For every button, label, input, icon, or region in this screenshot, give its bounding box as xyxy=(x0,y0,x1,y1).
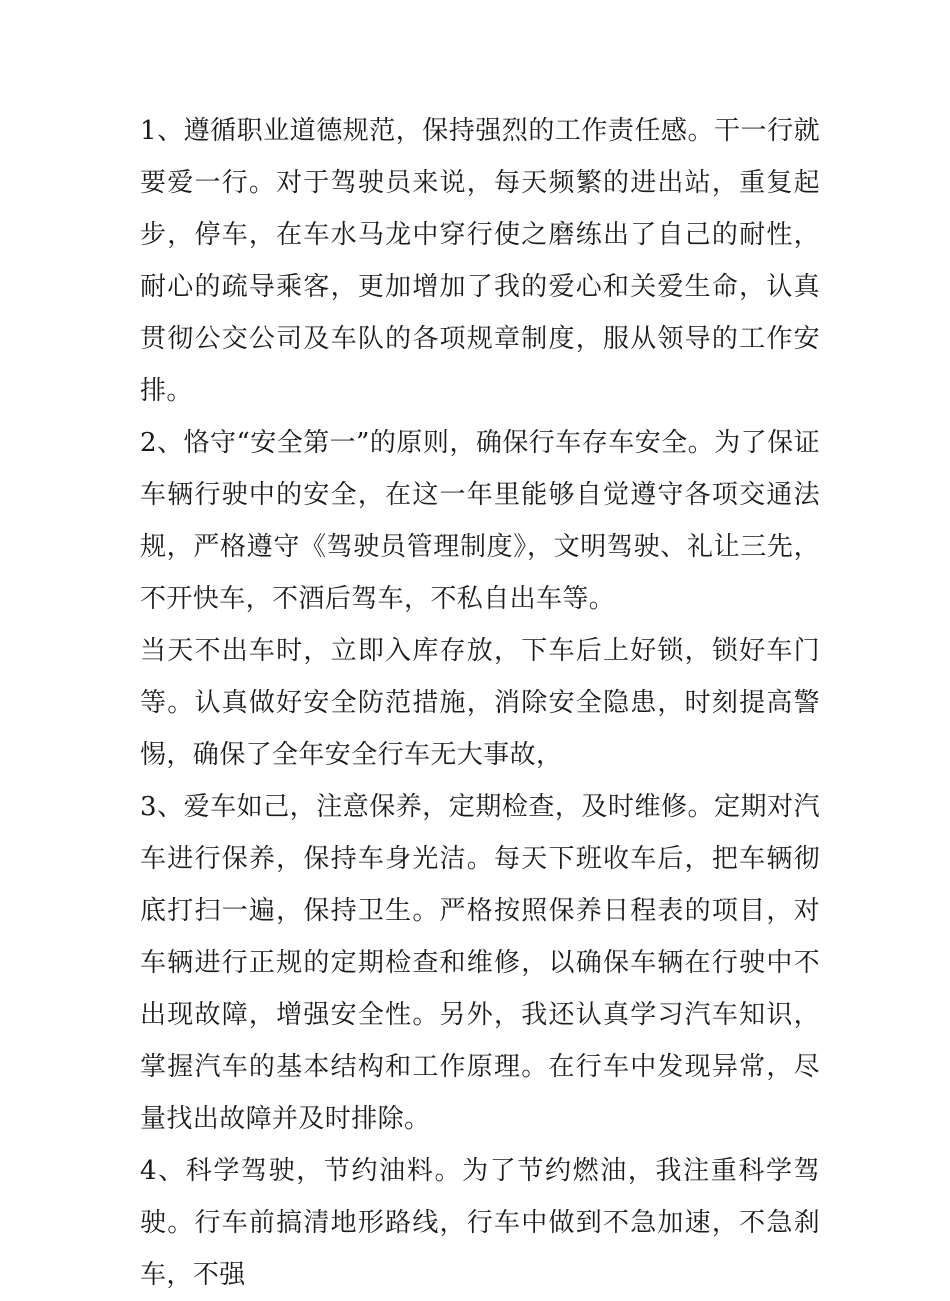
paragraph-4-fuel: 4、科学驾驶，节约油料。为了节约燃油，我注重科学驾驶。行车前搞清地形路线，行车中做到不急加速，不急刹车，不强 xyxy=(140,1156,820,1290)
document-body xyxy=(140,105,820,1301)
paragraph-3-maintenance: 3、爱车如己，注意保养，定期检查，及时维修。定期对汽车进行保养，保持车身光洁。每天下班收车后，把车辆彻底打扫一遍，保持卫生。严格按照保养日程表的项目，对车辆进行正规的定期检查和维修，以确保车辆在行驶中不出现故障，增强安全性。另外，我还认真学习汽车知识，掌握汽车的基本结构和工作原理。在行车中发现异常，尽量找出故障并及时排除。 xyxy=(140,792,820,1134)
paragraph-2-safety: 2、恪守“安全第一”的原则，确保行车存车安全。为了保证车辆行驶中的安全，在这一年里能够自觉遵守各项交通法规，严格遵守《驾驶员管理制度》，文明驾驶、礼让三先，不开快车，不酒后驾车，不私自出车等。 xyxy=(140,428,820,614)
paragraph-parking: 当天不出车时，立即入库存放，下车后上好锁，锁好车门等。认真做好安全防范措施，消除安全隐患，时刻提高警惕，确保了全年安全行车无大事故， xyxy=(140,636,820,770)
paragraph-1-duty: 1、遵循职业道德规范，保持强烈的工作责任感。干一行就要爱一行。对于驾驶员来说，每天频繁的进出站，重复起步，停车，在车水马龙中穿行使之磨练出了自己的耐性，耐心的疏导乘客，更加增加了我的爱心和关爱生命，认真贯彻公交公司及车队的各项规章制度，服从领导的工作安排。 xyxy=(140,116,820,406)
